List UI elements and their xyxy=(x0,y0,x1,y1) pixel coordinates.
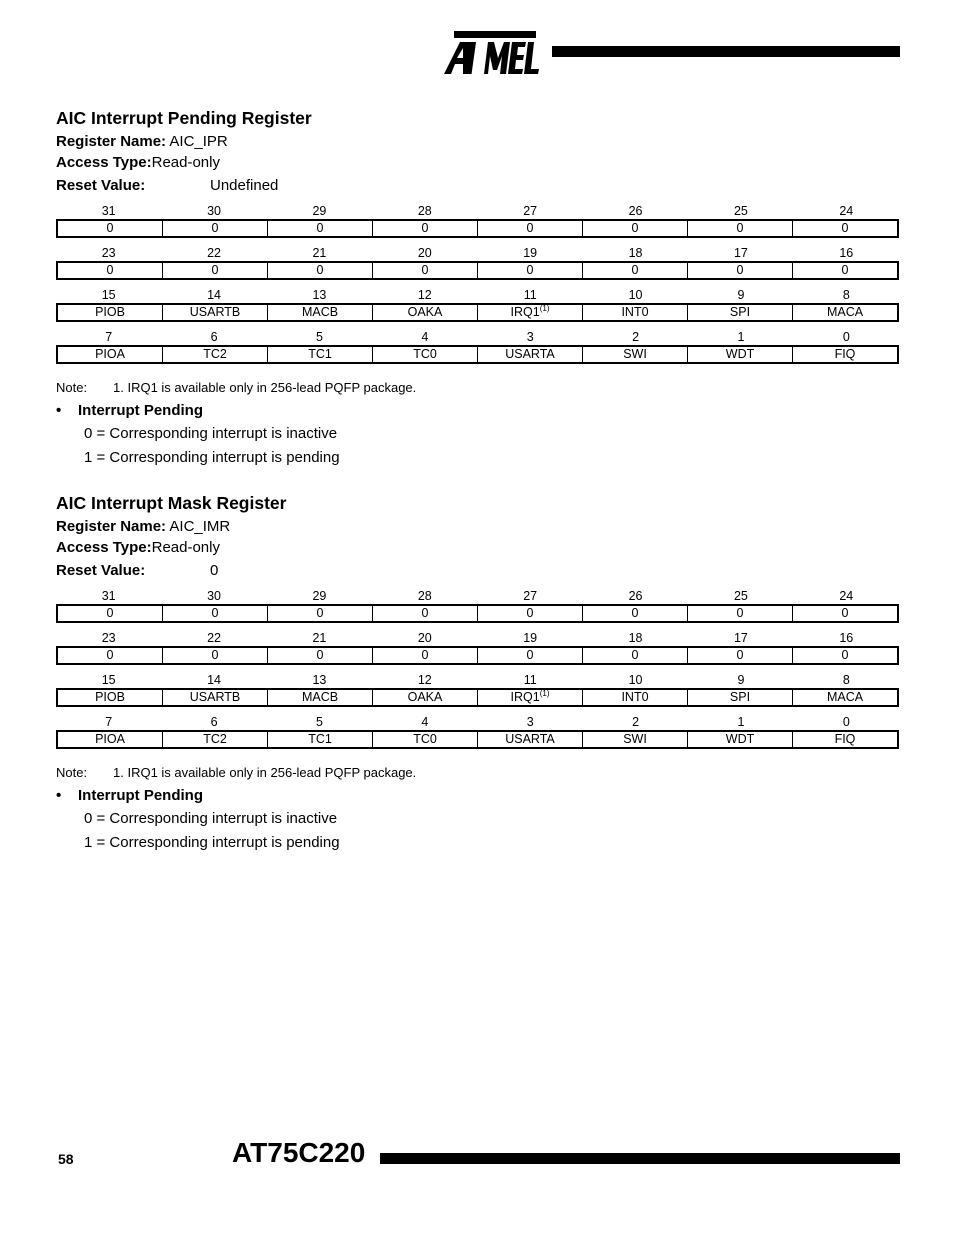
bit-number: 16 xyxy=(839,631,854,645)
bit-fields-row xyxy=(56,261,899,280)
bit-field: WDT xyxy=(687,732,792,747)
bit-number: 27 xyxy=(523,589,538,603)
bit-field: 0 xyxy=(106,606,114,620)
access-type-value: Read-only xyxy=(151,539,220,556)
bit-field: OAKA xyxy=(372,690,477,705)
bit-field: PIOA xyxy=(95,347,125,361)
bit-number: 23 xyxy=(101,246,116,260)
bit-field: 0 xyxy=(477,263,582,278)
bit-number: 31 xyxy=(101,204,116,218)
bit-number: 17 xyxy=(733,246,748,260)
bit-number: 5 xyxy=(315,715,323,729)
aic-imr-section xyxy=(56,492,899,855)
bit-number: 8 xyxy=(842,288,850,302)
register-table xyxy=(56,203,899,364)
bit-field: 0 xyxy=(106,648,114,662)
reset-value-line xyxy=(56,558,899,580)
bit-field: TC2 xyxy=(162,732,267,747)
bit-field: USARTB xyxy=(162,305,267,320)
bit-fields-row xyxy=(56,604,899,623)
bit-field: 0 xyxy=(687,648,792,663)
bit-number: 0 xyxy=(842,330,850,344)
bit-number: 22 xyxy=(207,246,222,260)
bit-number: 28 xyxy=(417,204,432,218)
description-line: 1 = Corresponding interrupt is pending xyxy=(84,449,340,466)
footnote-mark: (1) xyxy=(539,689,550,698)
bit-number: 2 xyxy=(632,330,640,344)
bit-field: MACB xyxy=(267,305,372,320)
bit-field-name: IRQ1 xyxy=(510,305,540,319)
bit-number: 11 xyxy=(523,288,537,302)
bit-number: 4 xyxy=(421,330,429,344)
bit-number: 1 xyxy=(737,330,745,344)
register-name-label: Register Name: xyxy=(56,518,167,535)
bit-field: 0 xyxy=(372,221,477,236)
reset-value-label: Reset Value: xyxy=(56,562,146,579)
bit-fields-row xyxy=(56,646,899,665)
bit-field: 0 xyxy=(477,648,582,663)
register-name-value: AIC_IPR xyxy=(169,133,228,150)
bit-number: 19 xyxy=(523,631,538,645)
bit-field: 0 xyxy=(792,606,897,621)
section-title: AIC Interrupt Mask Register xyxy=(56,493,287,513)
bit-number: 1 xyxy=(737,715,745,729)
reset-value: Undefined xyxy=(210,177,279,194)
bit-number: 2 xyxy=(632,715,640,729)
bit-field: 0 xyxy=(792,263,897,278)
bit-fields-row xyxy=(56,303,899,322)
bit-number: 7 xyxy=(105,330,113,344)
bit-field-irq1 xyxy=(477,305,582,320)
bit-field: USARTB xyxy=(162,690,267,705)
bit-field: 0 xyxy=(267,221,372,236)
bit-numbers-row xyxy=(56,287,899,303)
bit-number: 20 xyxy=(417,246,432,260)
bit-number: 22 xyxy=(207,631,222,645)
reset-value-label: Reset Value: xyxy=(56,177,146,194)
bit-field: 0 xyxy=(582,648,687,663)
bit-field-irq1 xyxy=(477,690,582,705)
bit-field: 0 xyxy=(792,221,897,236)
bit-field: 0 xyxy=(162,606,267,621)
description-line: 0 = Corresponding interrupt is inactive xyxy=(84,425,338,442)
bit-field: 0 xyxy=(582,606,687,621)
reset-value-line xyxy=(56,173,899,195)
reset-value: 0 xyxy=(210,562,219,579)
bit-field: 0 xyxy=(687,221,792,236)
bit-field: INT0 xyxy=(582,690,687,705)
bit-number: 21 xyxy=(312,246,327,260)
bit-field: MACA xyxy=(792,690,897,705)
bit-numbers-row xyxy=(56,672,899,688)
bit-numbers-row xyxy=(56,245,899,261)
bit-number: 25 xyxy=(733,204,748,218)
bit-number: 26 xyxy=(628,204,643,218)
bit-field: 0 xyxy=(106,263,114,277)
bit-number: 0 xyxy=(842,715,850,729)
bit-number: 30 xyxy=(207,204,222,218)
bit-field: 0 xyxy=(372,263,477,278)
bullet-title: Interrupt Pending xyxy=(78,787,203,804)
bit-field: OAKA xyxy=(372,305,477,320)
bit-field: 0 xyxy=(162,648,267,663)
bit-field: 0 xyxy=(687,263,792,278)
bit-number: 14 xyxy=(207,673,222,687)
bit-field: FIQ xyxy=(792,347,897,362)
bit-field: USARTA xyxy=(477,732,582,747)
bit-field: 0 xyxy=(372,606,477,621)
bit-field: 0 xyxy=(267,263,372,278)
bit-field: 0 xyxy=(162,263,267,278)
note-text: 1. IRQ1 is available only in 256-lead PQFP package. xyxy=(113,380,417,395)
bit-number: 4 xyxy=(421,715,429,729)
access-type-label: Access Type: xyxy=(56,539,152,556)
bit-field-name: IRQ1 xyxy=(510,690,540,704)
bit-field: 0 xyxy=(687,606,792,621)
bit-field: 0 xyxy=(582,221,687,236)
note xyxy=(56,379,899,396)
bit-number: 20 xyxy=(417,631,432,645)
bit-fields-row xyxy=(56,730,899,749)
bit-field: 0 xyxy=(267,606,372,621)
bullet-title: Interrupt Pending xyxy=(78,402,203,419)
bit-number: 9 xyxy=(737,288,745,302)
bullet-heading xyxy=(56,400,899,422)
bit-fields-row xyxy=(56,688,899,707)
bit-numbers-row xyxy=(56,203,899,219)
note-label: Note: xyxy=(56,380,88,395)
bit-field: 0 xyxy=(106,221,114,235)
bit-number: 27 xyxy=(523,204,538,218)
bit-number: 6 xyxy=(210,330,218,344)
register-name-value: AIC_IMR xyxy=(169,518,231,535)
bit-number: 12 xyxy=(417,288,432,302)
bit-number: 24 xyxy=(839,589,854,603)
page-number: 58 xyxy=(58,1151,74,1167)
bit-field: PIOB xyxy=(95,305,125,319)
bit-field: TC1 xyxy=(267,732,372,747)
access-type-line xyxy=(56,537,899,558)
bit-number: 3 xyxy=(526,715,534,729)
bit-field: 0 xyxy=(792,648,897,663)
bit-number: 30 xyxy=(207,589,222,603)
bit-field: 0 xyxy=(267,648,372,663)
access-type-label: Access Type: xyxy=(56,154,152,171)
bit-field: TC2 xyxy=(162,347,267,362)
bit-number: 21 xyxy=(312,631,327,645)
bit-numbers-row xyxy=(56,714,899,730)
bit-field: USARTA xyxy=(477,347,582,362)
bullet-heading xyxy=(56,785,899,807)
bit-number: 24 xyxy=(839,204,854,218)
bit-number: 8 xyxy=(842,673,850,687)
bit-number: 13 xyxy=(312,288,327,302)
bit-field: MACB xyxy=(267,690,372,705)
bit-field: 0 xyxy=(372,648,477,663)
bit-number: 6 xyxy=(210,715,218,729)
note-text: 1. IRQ1 is available only in 256-lead PQFP package. xyxy=(113,765,417,780)
bit-numbers-row xyxy=(56,588,899,604)
bit-number: 31 xyxy=(101,589,116,603)
bit-number: 14 xyxy=(207,288,222,302)
bit-field: TC1 xyxy=(267,347,372,362)
note xyxy=(56,764,899,781)
bit-number: 12 xyxy=(417,673,432,687)
bit-field: PIOA xyxy=(95,732,125,746)
bit-number: 13 xyxy=(312,673,327,687)
bit-field: SWI xyxy=(582,732,687,747)
footnote-mark: (1) xyxy=(539,304,550,313)
bit-field: FIQ xyxy=(792,732,897,747)
bit-field: 0 xyxy=(477,606,582,621)
bit-number: 29 xyxy=(312,589,327,603)
section-title: AIC Interrupt Pending Register xyxy=(56,108,312,128)
bit-number: 18 xyxy=(628,631,643,645)
bit-number: 9 xyxy=(737,673,745,687)
access-type-line xyxy=(56,152,899,173)
bit-number: 3 xyxy=(526,330,534,344)
bit-field: 0 xyxy=(582,263,687,278)
description-line: 1 = Corresponding interrupt is pending xyxy=(84,834,340,851)
bit-number: 28 xyxy=(417,589,432,603)
bit-number: 26 xyxy=(628,589,643,603)
description-line: 0 = Corresponding interrupt is inactive xyxy=(84,810,338,827)
bit-number: 10 xyxy=(628,673,643,687)
bit-numbers-row xyxy=(56,630,899,646)
bit-field: WDT xyxy=(687,347,792,362)
bit-number: 29 xyxy=(312,204,327,218)
bit-number: 18 xyxy=(628,246,643,260)
access-type-value: Read-only xyxy=(151,154,220,171)
bit-number: 23 xyxy=(101,631,116,645)
bullet-icon: • xyxy=(56,402,62,419)
bit-number: 7 xyxy=(105,715,113,729)
bit-numbers-row xyxy=(56,329,899,345)
note-label: Note: xyxy=(56,765,88,780)
bit-field: MACA xyxy=(792,305,897,320)
bit-field: INT0 xyxy=(582,305,687,320)
bit-field: SPI xyxy=(687,305,792,320)
register-name-label: Register Name: xyxy=(56,133,167,150)
bit-number: 15 xyxy=(101,288,116,302)
header-rule xyxy=(552,46,900,57)
register-table xyxy=(56,588,899,749)
bit-fields-row xyxy=(56,345,899,364)
bit-field: PIOB xyxy=(95,690,125,704)
bit-field: TC0 xyxy=(372,347,477,362)
bit-number: 16 xyxy=(839,246,854,260)
bit-number: 11 xyxy=(523,673,537,687)
aic-ipr-section xyxy=(56,107,899,470)
bit-number: 17 xyxy=(733,631,748,645)
bit-number: 25 xyxy=(733,589,748,603)
bit-field: 0 xyxy=(477,221,582,236)
register-name-line xyxy=(56,516,899,537)
bit-field: SPI xyxy=(687,690,792,705)
document-name: AT75C220 xyxy=(232,1137,366,1168)
bit-field: SWI xyxy=(582,347,687,362)
bit-number: 15 xyxy=(101,673,116,687)
bullet-icon: • xyxy=(56,787,62,804)
bit-field: TC0 xyxy=(372,732,477,747)
bit-number: 19 xyxy=(523,246,538,260)
atmel-logo xyxy=(440,28,540,78)
bit-number: 10 xyxy=(628,288,643,302)
bit-number: 5 xyxy=(315,330,323,344)
bit-field: 0 xyxy=(162,221,267,236)
footer-rule xyxy=(380,1153,900,1164)
bit-fields-row xyxy=(56,219,899,238)
register-name-line xyxy=(56,131,899,152)
